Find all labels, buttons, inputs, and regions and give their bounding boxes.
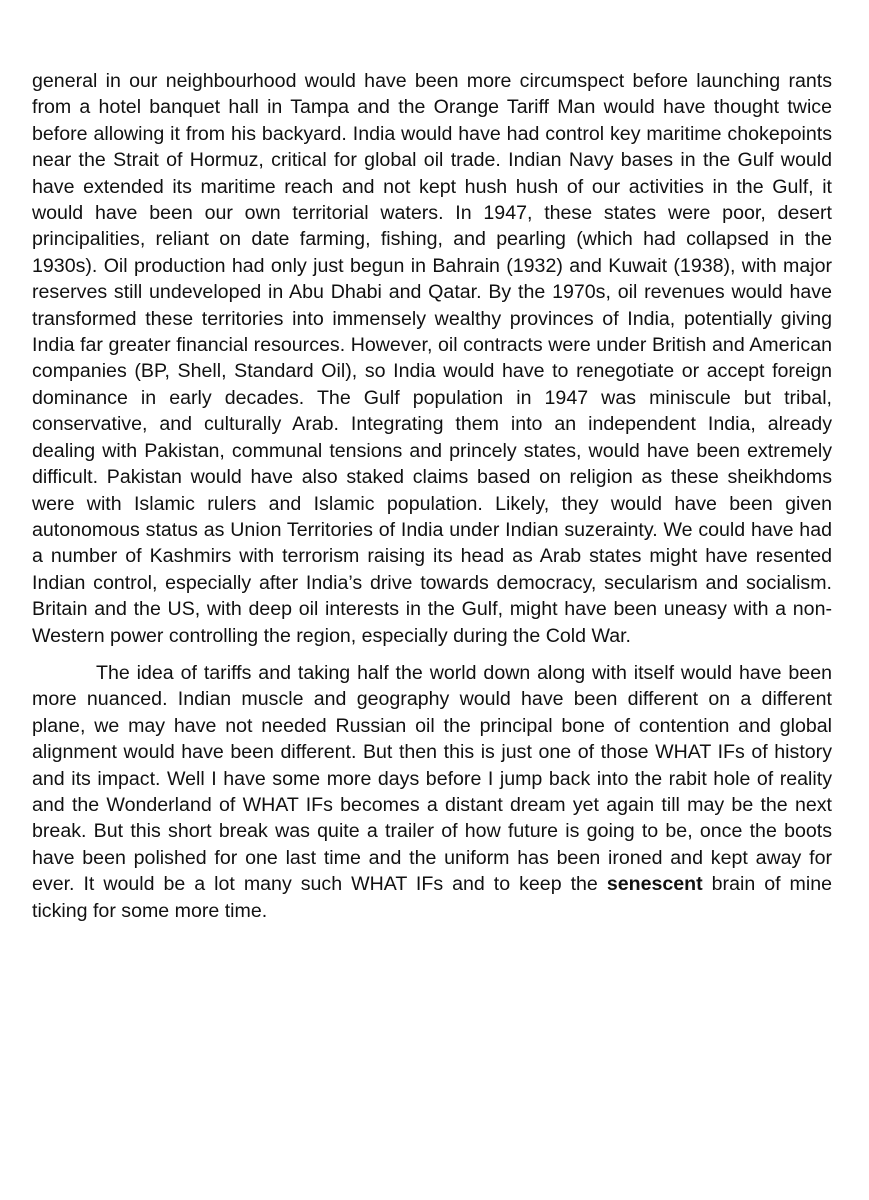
paragraph-gulf-history: general in our neighbourhood would have been more circumspect before launching rants from a hotel banquet hall in Tampa and the Orange Tariff Man would have thought twice before allowing it from his backyard. India would have had control key maritime chokepoints near the Strait of Hormuz, critical for global oil trade. Indian Navy bases in the Gulf would have extended its maritime reach and not kept hush hush of our activities in the Gulf, it would have been our own territorial waters. In 1947, these states were poor, desert principalities, reliant on date farming, fishing, and pearling (which had collapsed in the 1930s). Oil production had only just begun in Bahrain (1932) and Kuwait (1938), with major reserves still undeveloped in Abu Dhabi and Qatar. By the 1970s, oil revenues would have transformed these territories into immensely wealthy provinces of India, potentially giving India far greater financial resources. However, oil contracts were under British and American companies (BP, Shell, Standard Oil), so India would have to renegotiate or accept foreign dominance in early decades. The Gulf population in 1947 was miniscule but tribal, conservative, and culturally Arab. Integrating them into an independent India, already dealing with Pakistan, communal tensions and princely states, would have been extremely difficult. Pakistan would have also staked claims based on religion as these sheikhdoms were with Islamic rulers and Islamic population. Likely, they would have been given autonomous status as Union Territories of India under Indian suzerainty. We could have had a number of Kashmirs with terrorism raising its head as Arab states might have resented Indian control, especially after India’s drive towards democracy, secularism and socialism. Britain and the US, with deep oil interests in the Gulf, might have been uneasy with a non-Western power controlling the region, especially during the Cold War.	[32, 70, 832, 647]
paragraph-what-ifs	[32, 660, 832, 924]
emphasis-senescent: senescent	[606, 873, 703, 896]
document-page	[32, 68, 832, 924]
paragraph-what-ifs-text-before: The idea of tariffs and taking half the world down along with itself would have been more nuanced. Indian muscle and geography would have been different on a different plane, we may have not needed Russian oil the principal bone of contention and global alignment would have been different. But then this is just one of those WHAT IFs of history and its impact. Well I have some more days before I jump back into the rabit hole of reality and the Wonderland of WHAT IFs becomes a distant dream yet again till may be the next break. But this short break was quite a trailer of how future is going to be, once the boots have been polished for one last time and the uniform has been ironed and kept away for ever. It would be a lot many such WHAT IFs and to keep the	[32, 661, 832, 896]
paragraph-what-ifs-text-after: brain of mine ticking for some more time.	[32, 873, 832, 922]
